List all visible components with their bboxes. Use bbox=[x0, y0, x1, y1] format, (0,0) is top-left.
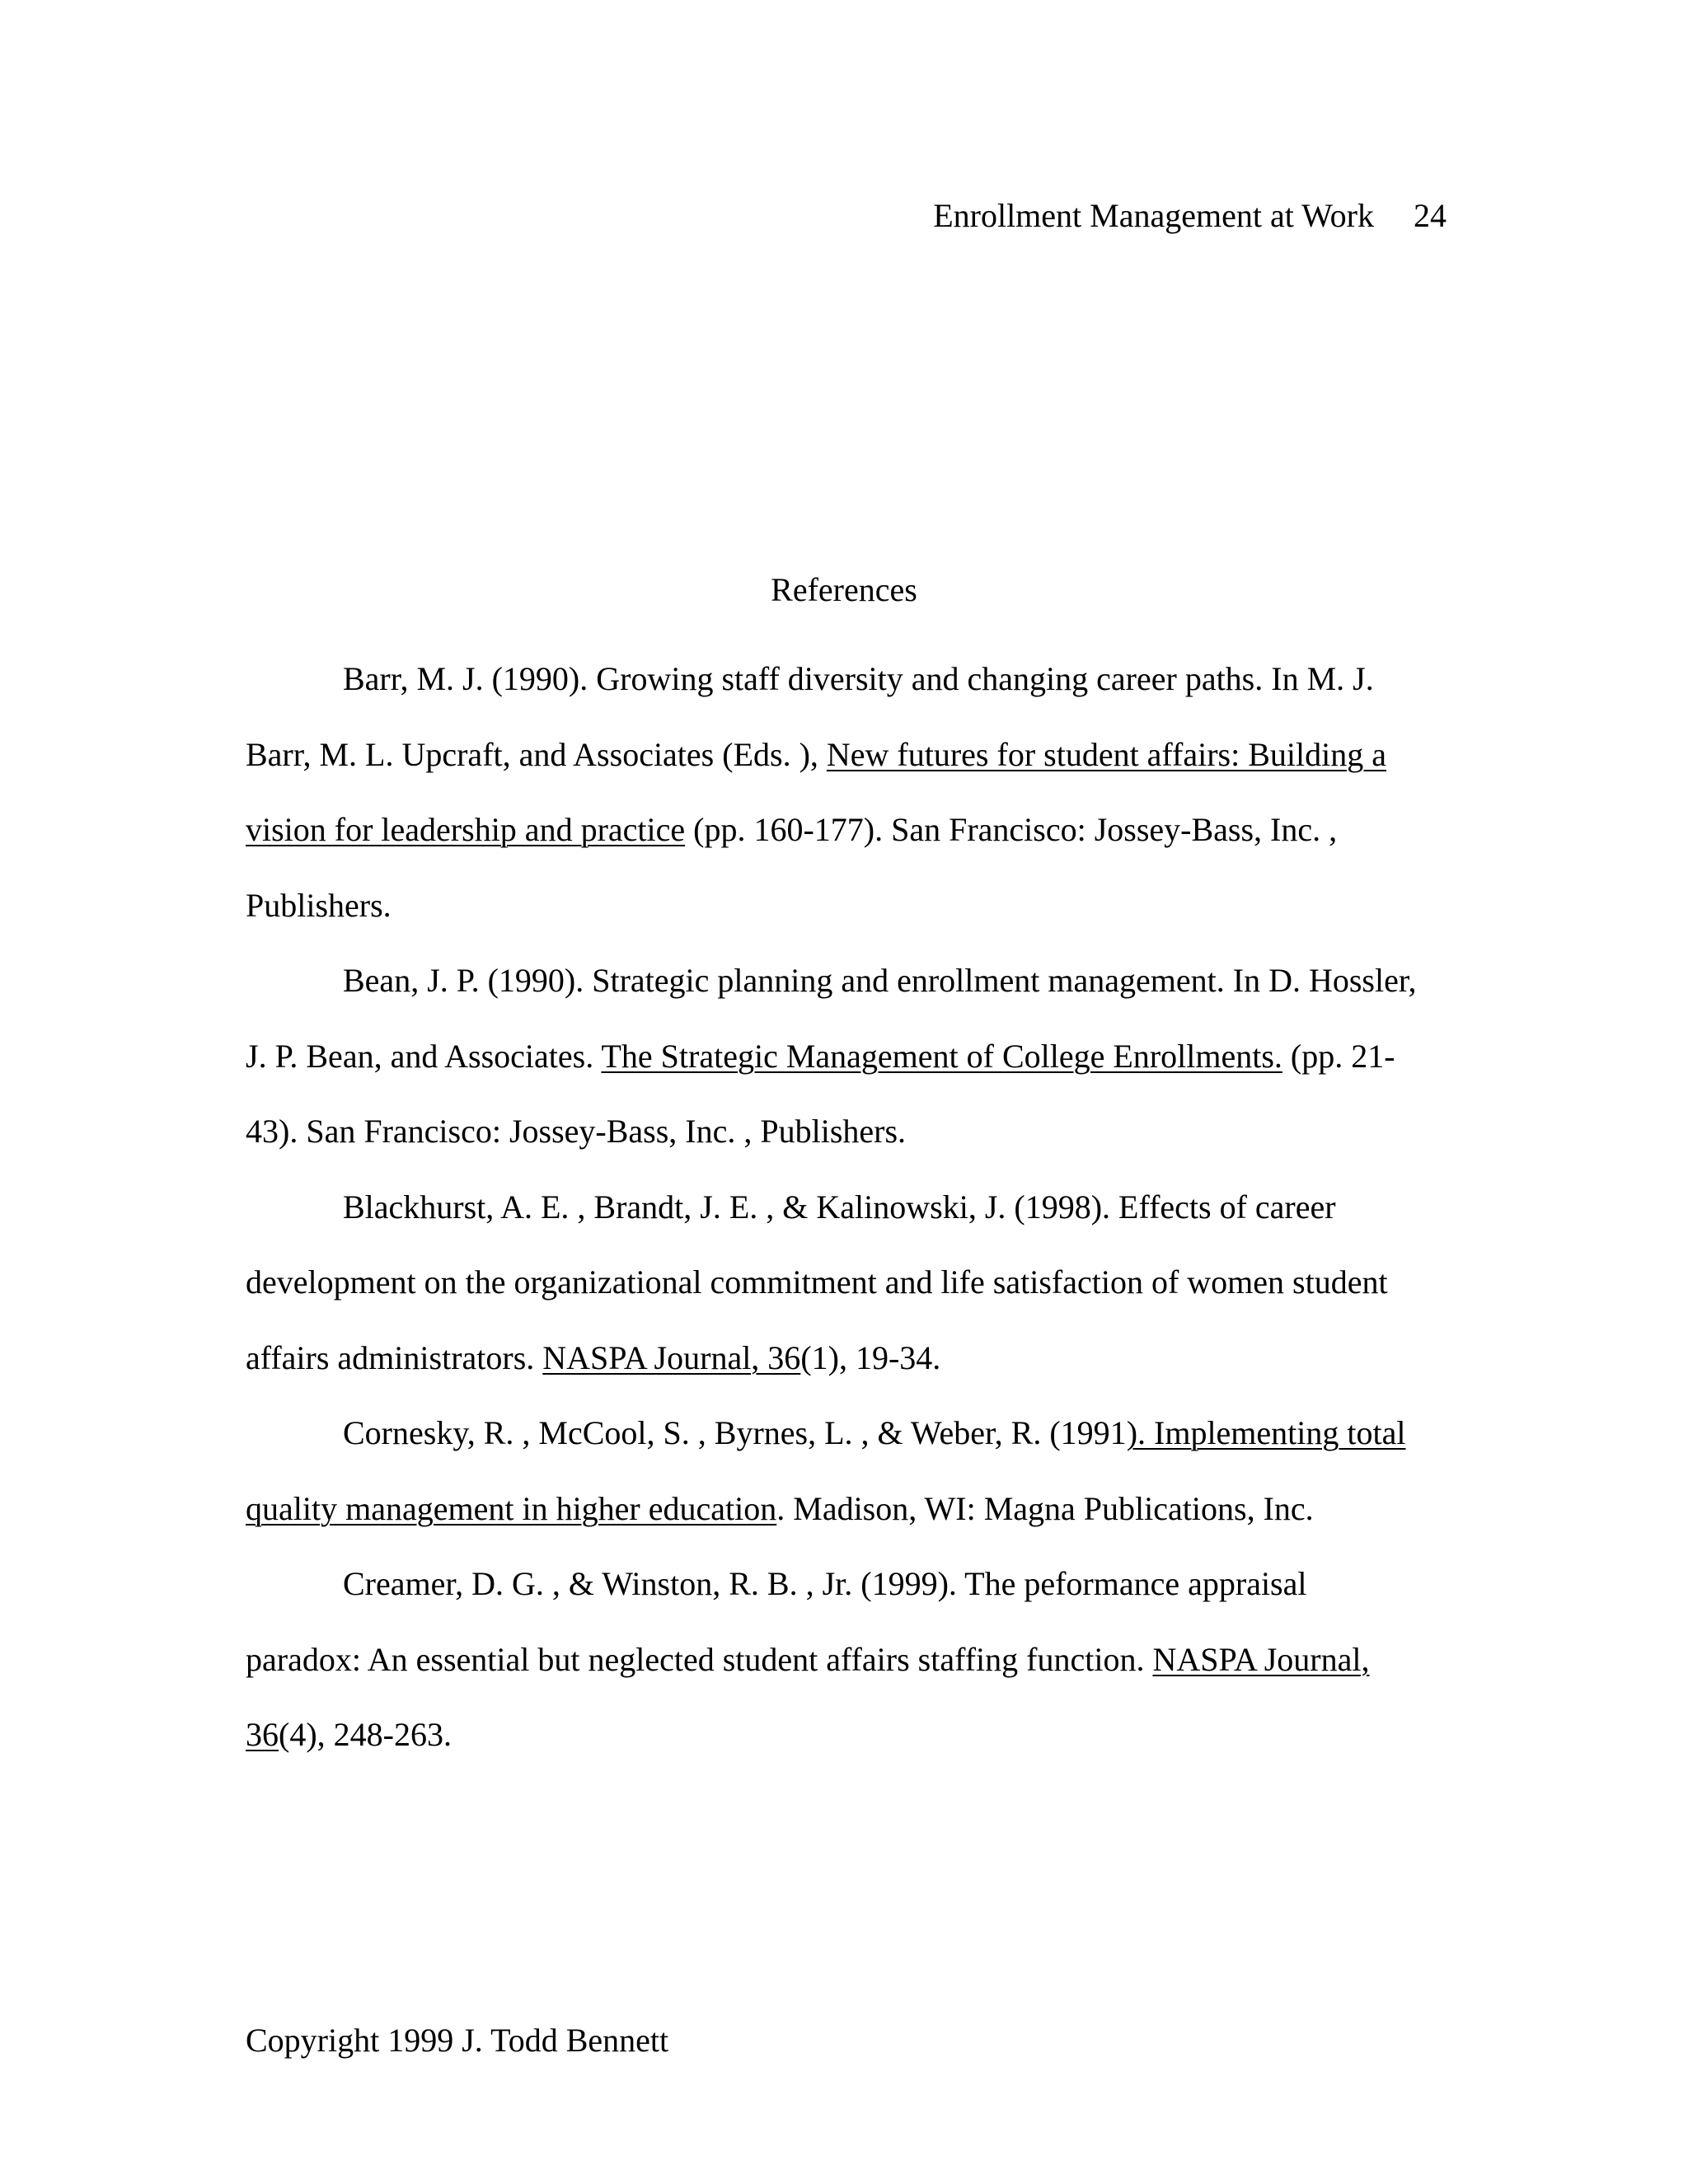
reference-book-title: ). Implementing total bbox=[1126, 1414, 1406, 1451]
page-number: 24 bbox=[1414, 197, 1447, 234]
reference-line bbox=[246, 1697, 1474, 1773]
reference-line bbox=[246, 1320, 1474, 1396]
reference-line bbox=[246, 1471, 1474, 1547]
reference-line bbox=[246, 1094, 1474, 1169]
reference-text: (1), 19-34. bbox=[800, 1338, 941, 1376]
reference-text: Bean, J. P. (1990). Strategic planning and enrollment management. In D. Hossler, bbox=[343, 962, 1417, 999]
reference-entry bbox=[246, 1546, 1474, 1773]
reference-entry bbox=[246, 641, 1474, 943]
reference-book-title: New futures for student affairs: Building a bbox=[826, 735, 1386, 773]
reference-line bbox=[246, 1244, 1474, 1320]
reference-line bbox=[246, 868, 1474, 944]
reference-line bbox=[246, 1546, 1474, 1622]
reference-book-title: The Strategic Management of College Enrollments. bbox=[601, 1037, 1282, 1075]
running-title: Enrollment Management at Work bbox=[933, 197, 1374, 234]
references-heading: References bbox=[771, 571, 917, 608]
reference-text: affairs administrators. bbox=[246, 1338, 543, 1376]
reference-journal-volume: 36 bbox=[246, 1716, 279, 1753]
reference-journal-title: NASPA Journal, 36 bbox=[542, 1338, 801, 1376]
reference-text: Barr, M. J. (1990). Growing staff diversity and changing career paths. In M. J. bbox=[343, 660, 1374, 697]
reference-text: (pp. 160-177). San Francisco: Jossey-Bass, Inc. , bbox=[685, 811, 1338, 848]
reference-line bbox=[246, 1622, 1474, 1698]
reference-text: Cornesky, R. , McCool, S. , Byrnes, L. , & Weber, R. (1991 bbox=[343, 1414, 1127, 1451]
reference-text: Barr, M. L. Upcraft, and Associates (Eds. ), bbox=[246, 735, 827, 773]
reference-text: Blackhurst, A. E. , Brandt, J. E. , & Kalinowski, J. (1998). Effects of career bbox=[343, 1188, 1336, 1226]
reference-text: development on the organizational commitment and life satisfaction of women student bbox=[246, 1263, 1388, 1301]
reference-line bbox=[246, 1019, 1474, 1094]
reference-book-title: vision for leadership and practice bbox=[246, 811, 686, 848]
reference-text: J. P. Bean, and Associates. bbox=[246, 1037, 602, 1075]
reference-text: Creamer, D. G. , & Winston, R. B. , Jr. (1999). The peformance appraisal bbox=[343, 1565, 1307, 1602]
reference-line bbox=[246, 641, 1474, 717]
reference-text: paradox: An essential but neglected student affairs staffing function. bbox=[246, 1640, 1153, 1678]
reference-line bbox=[246, 1169, 1474, 1245]
reference-entry bbox=[246, 1169, 1474, 1396]
reference-entry bbox=[246, 1395, 1474, 1546]
reference-line bbox=[246, 1395, 1474, 1471]
reference-line bbox=[246, 717, 1474, 793]
reference-text: Publishers. bbox=[246, 886, 392, 924]
reference-line bbox=[246, 792, 1474, 868]
reference-list bbox=[246, 641, 1474, 1773]
reference-text: (4), 248-263. bbox=[279, 1716, 452, 1753]
reference-text: 43). San Francisco: Jossey-Bass, Inc. , Publishers. bbox=[246, 1113, 907, 1150]
reference-text: . Madison, WI: Magna Publications, Inc. bbox=[776, 1489, 1314, 1527]
reference-entry bbox=[246, 943, 1474, 1169]
reference-journal-title: NASPA Journal, bbox=[1152, 1640, 1370, 1678]
reference-line bbox=[246, 943, 1474, 1019]
copyright-footer: Copyright 1999 J. Todd Bennett bbox=[246, 2022, 669, 2059]
running-head bbox=[933, 194, 1447, 237]
reference-book-title: quality management in higher education bbox=[246, 1489, 777, 1527]
reference-text: (pp. 21- bbox=[1282, 1037, 1395, 1075]
